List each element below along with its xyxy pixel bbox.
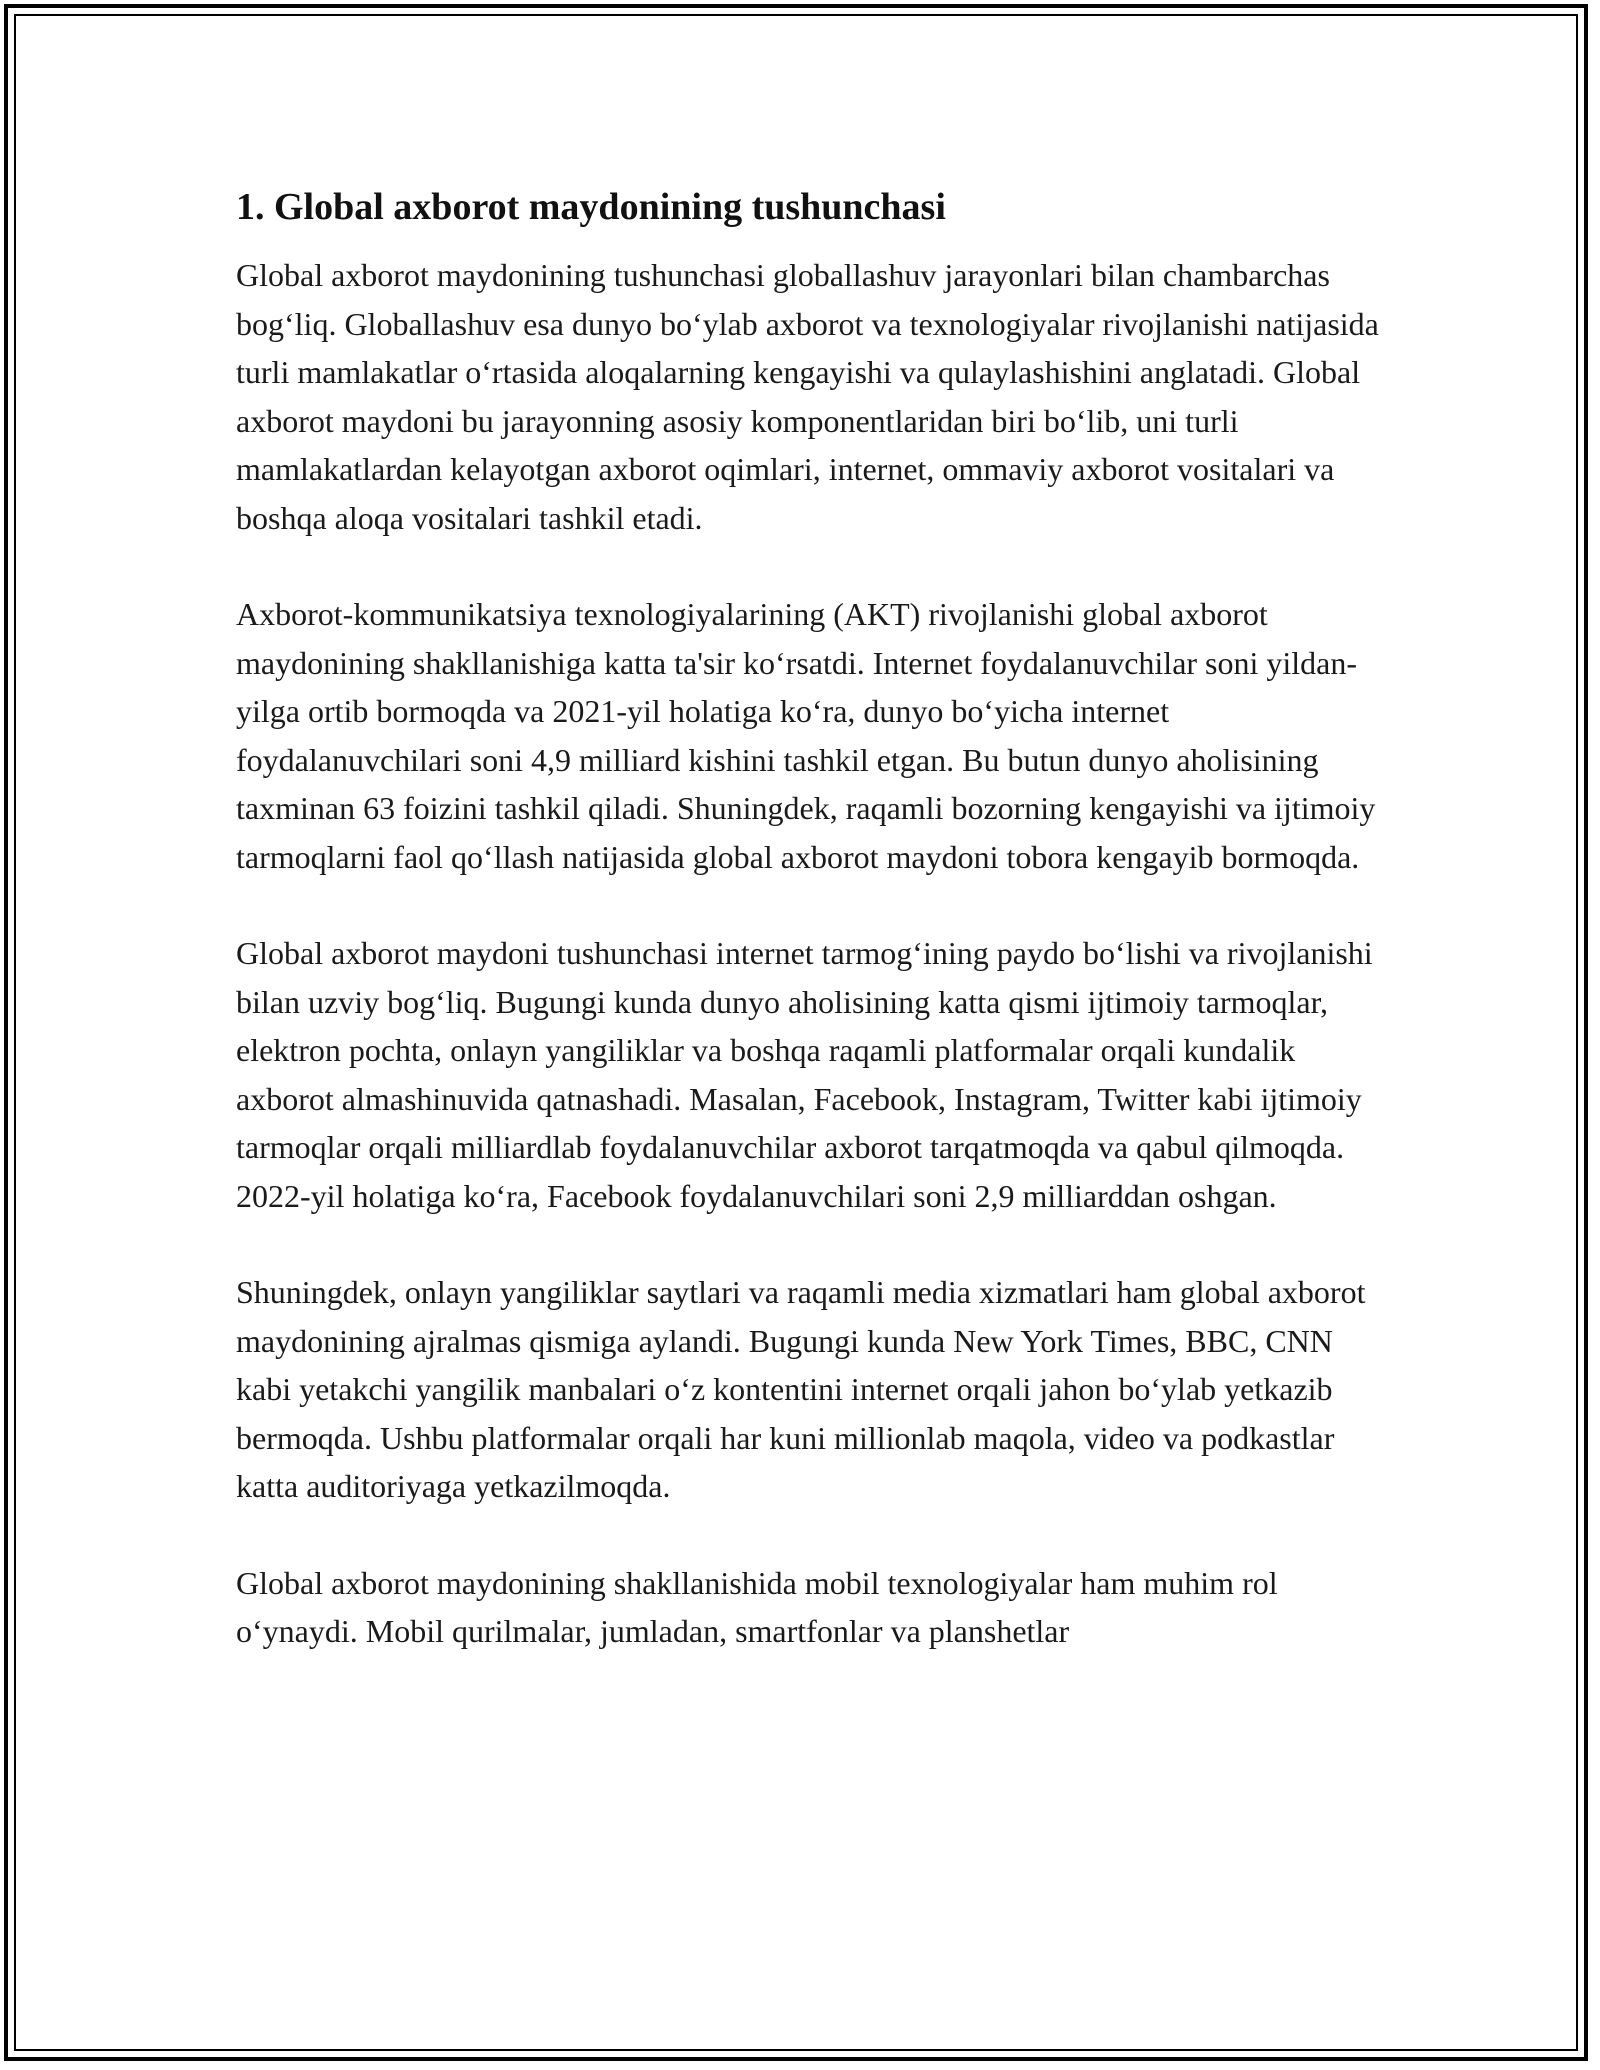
section-heading: 1. Global axborot maydonining tushunchasi <box>236 186 946 228</box>
paragraph-4: Shuningdek, onlayn yangiliklar saytlari va raqamli media xizmatlari ham global axborot maydonining ajralmas qismiga aylandi. Bugungi kunda New York Times, BBC, CNN kabi yetakchi yangilik manbalari o‘z kontentini internet orqali jahon bo‘ylab yetkazib bermoqda. Ushbu platformalar orqali har kuni millionlab maqola, video va podkastlar katta auditoriyaga yetkazilmoqda. <box>236 1274 1366 1504</box>
paragraph-3: Global axborot maydoni tushunchasi internet tarmog‘ining paydo bo‘lishi va rivojlanishi bilan uzviy bog‘liq. Bugungi kunda dunyo aholisining katta qismi ijtimoiy tarmoqlar, elektron pochta, onlayn yangiliklar va boshqa raqamli platformalar orqali kundalik axborot almashinuvida qatnashadi. Masalan, Facebook, Instagram, Twitter kabi ijtimoiy tarmoqlar orqali milliardlab foydalanuvchilar axborot tarqatmoqda va qabul qilmoqda. 2022-yil holatiga ko‘ra, Facebook foydalanuvchilari soni 2,9 milliarddan oshgan. <box>236 935 1373 1214</box>
paragraph-1: Global axborot maydonining tushunchasi globallashuv jarayonlari bilan chambarchas bog‘liq. Globallashuv esa dunyo bo‘ylab axborot va texnologiyalar rivojlanishi natijasida turli mamlakatlar o‘rtasida aloqalarning kengayishi va qulaylashishini anglatadi. Global axborot maydoni bu jarayonning asosiy komponentlaridan biri bo‘lib, uni turli mamlakatlardan kelayotgan axborot oqimlari, internet, ommaviy axborot vositalari va boshqa aloqa vositalari tashkil etadi. <box>236 257 1379 536</box>
document-body <box>236 183 1384 1704</box>
paragraph-5: Global axborot maydonining shakllanishida mobil texnologiyalar ham muhim rol o‘ynaydi. Mobil qurilmalar, jumladan, smartfonlar va planshetlar <box>236 1564 1278 1649</box>
paragraph-2: Axborot-kommunikatsiya texnologiyalarining (AKT) rivojlanishi global axborot maydonining shakllanishiga katta ta'sir ko‘rsatdi. Internet foydalanuvchilar soni yildan-yilga ortib bormoqda va 2021-yil holatiga ko‘ra, dunyo bo‘yicha internet foydalanuvchilari soni 4,9 milliard kishini tashkil etgan. Bu butun dunyo aholisining taxminan 63 foizini tashkil qiladi. Shuningdek, raqamli bozorning kengayishi va ijtimoiy tarmoqlarni faol qo‘llash natijasida global axborot maydoni tobora kengayib bormoqda. <box>236 596 1376 875</box>
